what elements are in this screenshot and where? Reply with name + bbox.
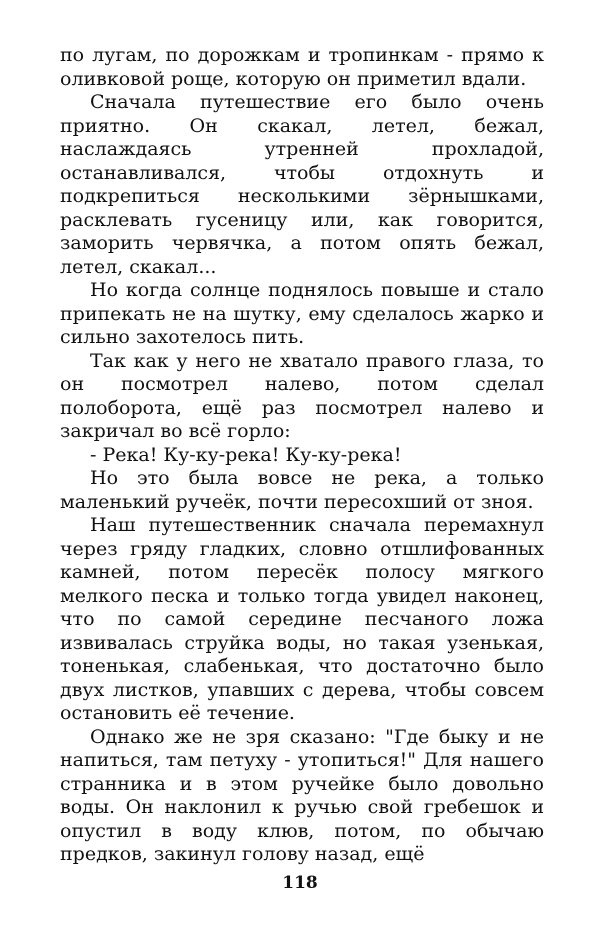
body-text <box>60 44 544 867</box>
paragraph-5: - Река! Ку-ку-река! Ку-ку-река! <box>90 443 402 466</box>
paragraph-6: Но это была вовсе не река, а только маленький ручеёк, почти пересохший от зноя. <box>60 467 544 513</box>
paragraph-4: Так как у него не хватало правого глаза, то он посмотрел налево, потом сделал полоборота, ещё раз посмотрел налево и закричал во всё горло: <box>60 349 544 442</box>
paragraph-1: по лугам, по дорожкам и тропинкам - прямо к оливковой роще, которую он приметил вдали. <box>60 44 544 90</box>
page-number: 118 <box>282 873 318 893</box>
paragraph-7: Наш путешественник сначала перемахнул через гряду гладких, словно отшлифованных камней, потом пересёк полосу мягкого мелкого песка и только тогда увидел наконец, что по самой середине песчаного ложа извивалась струйка воды, но такая узенькая, тоненькая, слабенькая, что достаточно было двух листков, упавших с дерева, чтобы совсем остановить её течение. <box>60 514 544 724</box>
paragraph-8: Однако же не зря сказано: "Где быку и не напиться, там петуху - утопиться!" Для нашего странника и в этом ручейке было довольно воды. Он наклонил к ручью свой гребешок и опустил в воду клюв, потом, по обычаю предков, закинул голову назад, ещё <box>60 725 544 865</box>
paragraph-3: Но когда солнце поднялось повыше и стало припекать не на шутку, ему сделалось жарко и сильно захотелось пить. <box>60 279 544 348</box>
paragraph-2: Сначала путешествие его было очень приятно. Он скакал, летел, бежал, наслаждаясь утренней прохладой, останавливался, чтобы отдохнуть и подкрепиться несколькими зёрнышками, расклевать гусеницу или, как говорится, заморить червячка, а потом опять бежал, летел, скакал... <box>60 91 544 278</box>
